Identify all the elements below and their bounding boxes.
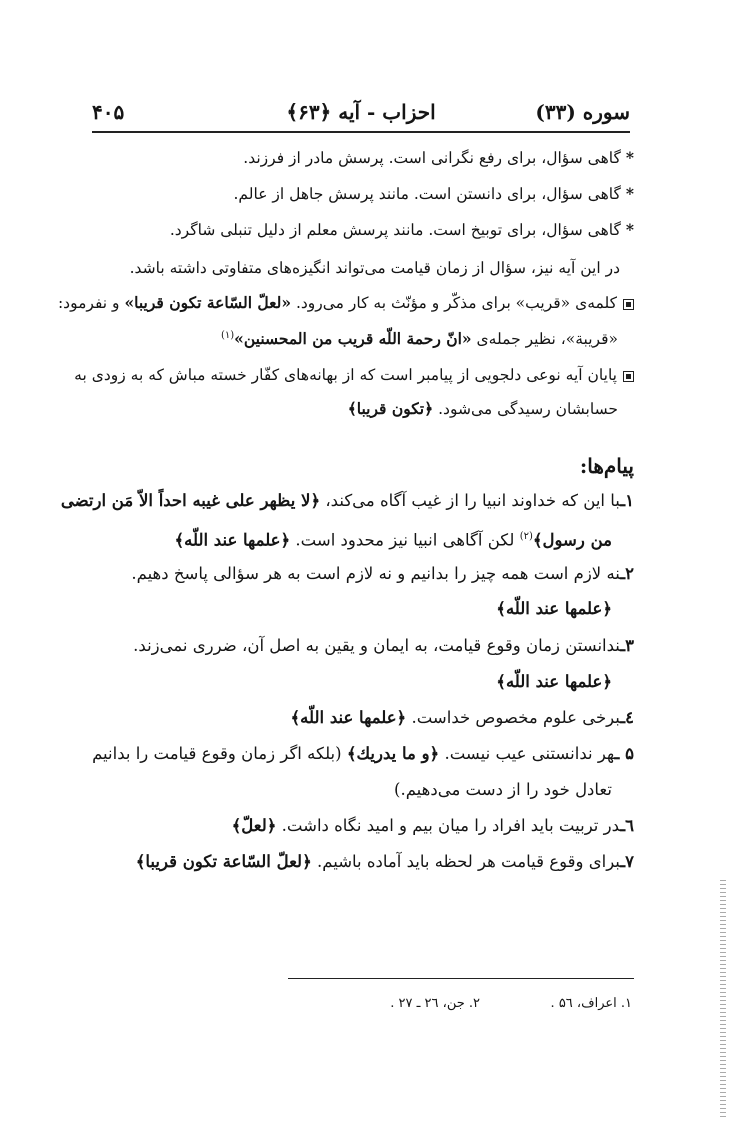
note-text: گاهی سؤال، برای دانستن است. مانند پرسش جاهل از عالم.	[233, 185, 621, 203]
message-7	[86, 850, 634, 874]
text: هر ندانستنی عیب نیست.	[439, 744, 615, 763]
quran-quote: ﴿لعلّ السّاعة تکون قریبا﴾	[135, 852, 312, 871]
quran-quote: من رسول﴾	[532, 530, 612, 550]
quran-quote: ﴿علمها عند اللّه﴾	[496, 599, 612, 618]
message-2-line-2	[86, 597, 612, 621]
item-number: ۷ـ	[620, 852, 634, 871]
message-3-line-1	[86, 634, 634, 658]
square-bullet-icon	[623, 371, 634, 382]
message-5-line-1	[86, 742, 634, 766]
text: کلمه‌ی «قریب» برای مذکّر و مؤنّث به کار می‌رود.	[291, 294, 617, 312]
quran-quote: «انّ رحمة اللّه قریب من المحسنین»	[234, 329, 472, 349]
message-1-line-2	[86, 525, 612, 553]
text: و نفرمود:	[57, 294, 125, 312]
point-1-line-2	[88, 325, 618, 350]
asterisk-icon: *	[625, 184, 634, 203]
text: «قریبة»، نظیر جمله‌ی	[471, 330, 618, 349]
text: حسابشان رسیدگی می‌شود.	[433, 400, 618, 418]
quran-quote: ﴿لا یظهر علی غیبه احداً الاّ مَن ارتضی	[60, 491, 321, 510]
footnote-ref: (۲)	[519, 531, 533, 542]
quran-quote: ﴿علمها عند اللّه﴾	[496, 672, 612, 691]
quran-quote: ﴿و ما یدریك﴾	[346, 744, 440, 763]
asterisk-icon: *	[625, 220, 634, 239]
note-item	[88, 183, 634, 205]
point-2-line-2	[88, 398, 618, 420]
point-2-line-1	[74, 364, 634, 386]
surah-label: سوره (۳۳)	[535, 100, 630, 124]
quran-quote: ﴿تکون قریبا﴾	[347, 399, 434, 418]
messages-heading: پیام‌ها:	[579, 454, 634, 478]
point-1-line-1	[57, 292, 634, 314]
text: نه لازم است همه چیز را بدانیم و نه لازم است به هر سؤالی پاسخ دهیم.	[131, 564, 621, 583]
message-2-line-1	[86, 562, 634, 586]
note-item	[88, 147, 634, 169]
note-text: گاهی سؤال، برای رفع نگرانی است. پرسش مادر از فرزند.	[243, 149, 621, 167]
text: در تربیت باید افراد را میان بیم و امید نگاه داشت.	[276, 816, 621, 835]
message-6	[86, 814, 634, 838]
square-bullet-icon	[623, 299, 634, 310]
quran-quote: ﴿علمها عند اللّه﴾	[174, 530, 291, 550]
item-number: ۱ـ	[620, 491, 634, 510]
text: برای وقوع قیامت هر لحظه باید آماده باشیم.	[311, 852, 621, 871]
item-number: ۳ـ	[620, 636, 634, 655]
note-conclusion: در این آیه نیز، سؤال از زمان قیامت می‌تواند انگیزه‌های متفاوتی داشته باشد.	[129, 259, 620, 277]
page-number: ۴۰۵	[92, 100, 125, 124]
scan-edge-artifact	[720, 880, 726, 1120]
text: لکن آگاهی انبیا نیز محدود است.	[290, 530, 520, 550]
footnote-2: ۲. جن، ۲٦ ـ ۲۷ .	[390, 996, 480, 1011]
text: (بلکه اگر زمان وقوع قیامت را بدانیم	[92, 744, 347, 763]
quran-quote: ﴿علمها عند اللّه﴾	[290, 708, 407, 727]
message-4	[86, 706, 634, 730]
text: ندانستن زمان وقوع قیامت، به ایمان و یقین به اصل آن، ضرری نمی‌زند.	[133, 636, 621, 655]
quran-quote: «لعلّ السّاعة تکون قریبا»	[124, 293, 292, 312]
page-header	[92, 100, 630, 126]
note-item	[88, 219, 634, 241]
item-number: ۵ ـ	[614, 744, 634, 763]
item-number: ۲ـ	[620, 564, 634, 583]
message-3-line-2	[86, 670, 612, 694]
item-number: ٦ـ	[620, 816, 634, 835]
footnote-1: ۱. اعراف، ۵٦ .	[550, 996, 632, 1011]
message-1-line-1	[60, 489, 634, 513]
chapter-verse-title: احزاب - آیه ﴿۶۳﴾	[286, 100, 436, 124]
item-number: ٤ـ	[620, 708, 634, 727]
text: پایان آیه نوعی دلجویی از پیامبر است که از بهانه‌های کفّار خسته مباش که به زودی به	[74, 366, 617, 384]
text: برخی علوم مخصوص خداست.	[406, 708, 621, 727]
quran-quote: ﴿لعلّ﴾	[231, 816, 277, 835]
text: با این که خداوند انبیا را از غیب آگاه می‌کند،	[320, 491, 621, 510]
header-divider	[92, 131, 630, 133]
message-5-line-2: تعادل خود را از دست می‌دهیم.)	[394, 780, 612, 799]
footnote-ref: (۱)	[220, 330, 235, 341]
note-text: گاهی سؤال، برای توبیخ است. مانند پرسش معلم از دلیل تنبلی شاگرد.	[169, 221, 621, 239]
asterisk-icon: *	[625, 148, 634, 167]
footnote-divider	[288, 978, 634, 979]
